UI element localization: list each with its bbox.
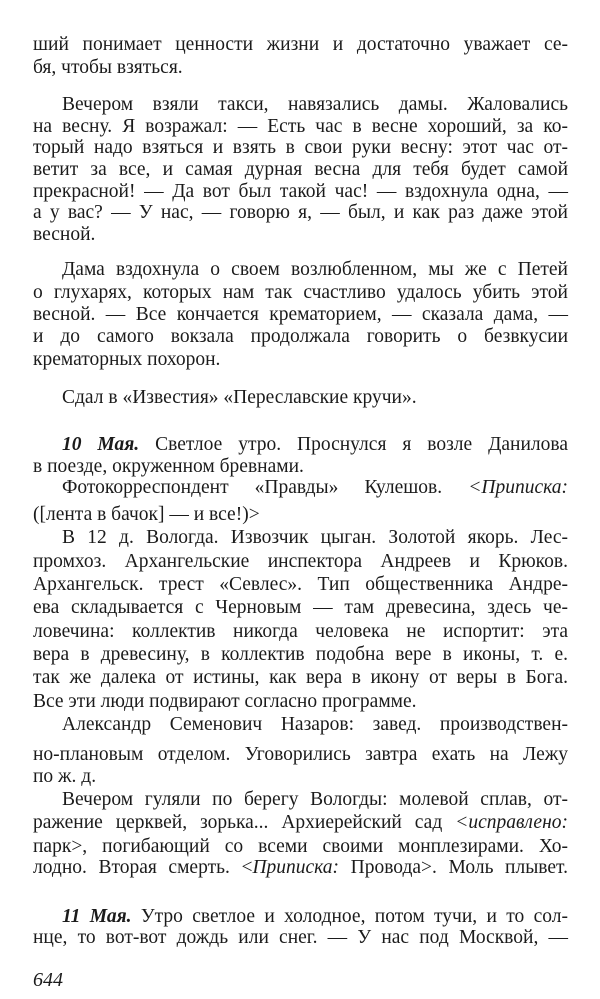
text-span: ([лента в бачок] — и все!)> (33, 504, 260, 525)
text-span: а у вас? — У нас, — говорю я, — был, и как раз даже этой (33, 202, 568, 223)
text-span: и до самого вокзала продолжала говорить о безвкусии (33, 326, 568, 347)
text-span: ражение церквей, зорька... Архиерейский сад (33, 812, 456, 833)
text-line (33, 159, 568, 181)
text-span: так же далека от истины, как вера в икону от веры в Бога. (33, 667, 568, 688)
text-line (33, 644, 568, 666)
text-line (33, 744, 568, 766)
text-span: Архангельск. трест «Севлес». Тип общественника Андре- (33, 574, 568, 595)
text-span: В 12 д. Вологда. Извозчик цыган. Золотой якорь. Лес- (62, 527, 568, 548)
text-line (33, 137, 568, 159)
text-span: ветит за все, и самая дурная весна для тебя будет самой (33, 159, 568, 180)
text-span: Сдал в «Известия» «Переславские кручи». (62, 387, 417, 408)
text-span: в поезде, окруженном бревнами. (33, 456, 304, 477)
text-line (33, 456, 568, 478)
text-line (62, 94, 568, 116)
text-line (33, 202, 568, 224)
text-line (62, 906, 568, 928)
text-line (33, 812, 568, 834)
text-span: о глухарях, которых нам так счастливо удалось убить этой (33, 282, 568, 303)
text-span: но-плановым отделом. Уговорились завтра ехать на Лежу (33, 744, 568, 765)
text-span: ловечина: коллектив никогда человека не испортит: эта (33, 621, 568, 642)
text-line (33, 927, 568, 949)
text-span: на весну. Я возражал: — Есть час в весне хороший, за ко- (33, 116, 568, 137)
text-span: торый надо взяться и взять в свои руки весну: этот час от- (33, 137, 568, 158)
text-line (33, 504, 568, 526)
text-span: весной. — Все кончается крематорием, — сказала дама, — (33, 304, 568, 325)
text-line (62, 789, 568, 811)
text-line (33, 857, 568, 879)
text-span: лодно. Вторая смерть. < (33, 857, 253, 878)
text-span: по ж. д. (33, 766, 97, 787)
text-line (33, 57, 568, 79)
text-line (33, 574, 568, 596)
text-span: Вечером гуляли по берегу Вологды: молевой сплав, от- (62, 789, 568, 810)
text-line (33, 181, 568, 203)
text-span: Фотокорреспондент «Правды» Кулешов. (62, 477, 469, 498)
text-line (33, 282, 568, 304)
text-line (33, 326, 568, 348)
editorial-note: <исправлено: (455, 812, 568, 833)
text-span: вера в древесину, в коллектив подобна вере в иконы, т. е. (33, 644, 568, 665)
text-span: прекрасной! — Да вот был такой час! — вздохнула одна, — (33, 181, 568, 202)
text-line (33, 621, 568, 643)
text-span: бя, чтобы взяться. (33, 57, 183, 78)
text-span: ший понимает ценности жизни и достаточно уважает се- (33, 34, 568, 55)
text-span: Дама вздохнула о своем возлюбленном, мы же с Петей (62, 259, 568, 280)
text-line (62, 714, 568, 736)
page-number: 644 (33, 969, 63, 991)
text-span: Утро светлое и холодное, потом тучи, и то сол- (131, 906, 568, 927)
text-span: Провода>. Моль плывет. (339, 857, 568, 878)
text-line (62, 259, 568, 281)
text-line (62, 477, 568, 499)
text-span: ева складывается с Черновым — там древесина, здесь че- (33, 597, 568, 618)
text-line (33, 551, 568, 573)
text-line (33, 116, 568, 138)
text-span: Вечером взяли такси, навязались дамы. Жаловались (62, 94, 568, 115)
text-line (33, 691, 568, 713)
text-span: весной. (33, 224, 96, 245)
text-line (33, 34, 568, 56)
text-line (62, 527, 568, 549)
text-span: Светлое утро. Проснулся я возле Данилова (139, 434, 568, 455)
text-span: Александр Семенович Назаров: завед. производствен- (62, 714, 568, 735)
text-line (33, 349, 568, 371)
text-line (33, 766, 568, 788)
text-span: парк>, погибающий со всеми своими монплезирами. Хо- (33, 836, 568, 857)
text-span: нце, то вот-вот дождь или снег. — У нас под Москвой, — (33, 927, 568, 948)
text-span: промхоз. Архангельские инспектора Андреев и Крюков. (33, 551, 568, 572)
text-line (33, 304, 568, 326)
entry-date-heading: 10 Мая. (62, 434, 140, 455)
text-line (33, 597, 568, 619)
editorial-note: <Приписка: (468, 477, 568, 498)
text-line (33, 667, 568, 689)
text-line (33, 224, 568, 246)
entry-date-heading: 11 Мая. (62, 906, 132, 927)
text-line (62, 387, 568, 409)
editorial-note: Приписка: (252, 857, 340, 878)
text-line (33, 836, 568, 858)
text-span: Все эти люди подвирают согласно программе. (33, 691, 417, 712)
text-line (62, 434, 568, 456)
text-span: крематорных похорон. (33, 349, 221, 370)
